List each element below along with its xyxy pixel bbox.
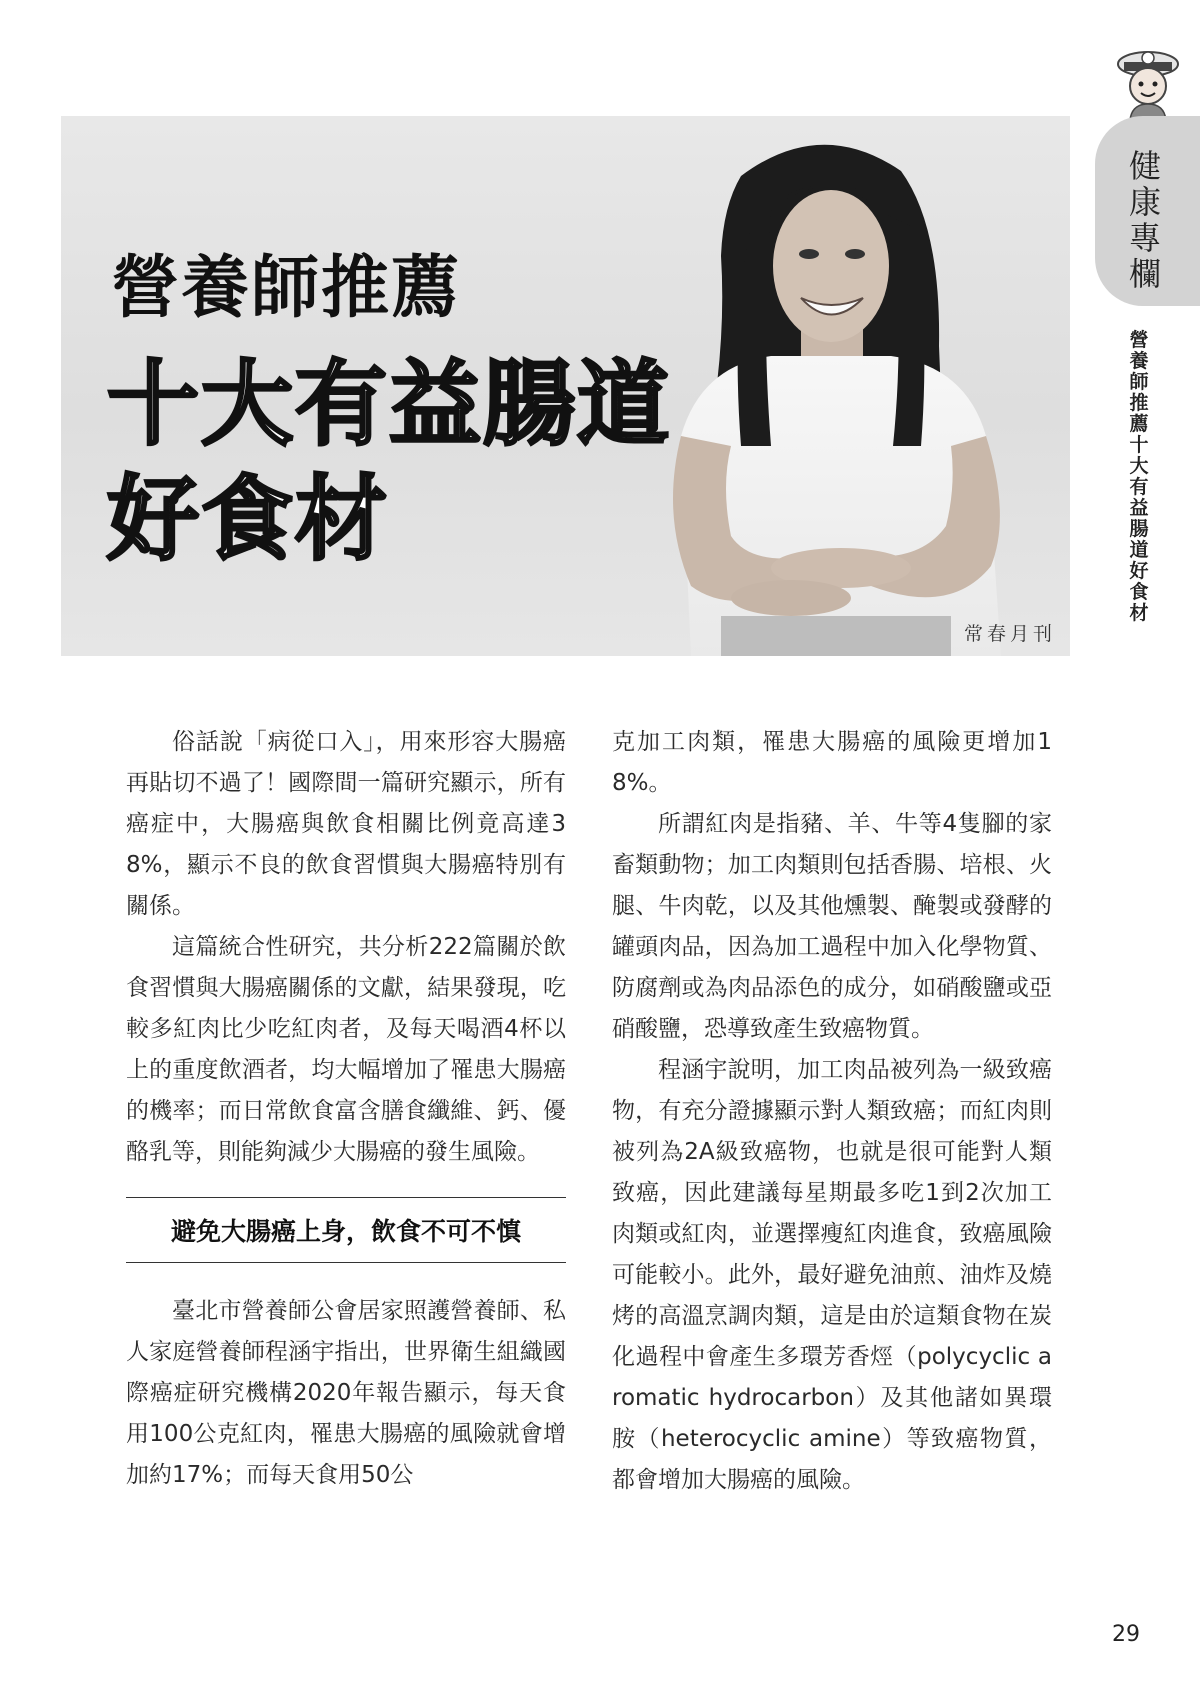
- title-line-2: 十大有益腸道: [107, 351, 672, 458]
- police-mascot-icon: [1108, 42, 1188, 122]
- page-number: 29: [1112, 1622, 1140, 1647]
- title-line-3: 好食材: [107, 466, 390, 573]
- paragraph: 克加工肉類，罹患大腸癌的風險更增加18%。: [612, 729, 1052, 796]
- photo-credit: 常春月刊: [963, 623, 1056, 645]
- hero-photo: [621, 116, 1070, 656]
- paragraph: 臺北市營養師公會居家照護營養師、私人家庭營養師程涵宇指出，世界衛生組織國際癌症研究機構2020年報告顯示，每天食用100公克紅肉，罹患大腸癌的風險就會增加約17%；而每天食用50公: [126, 1298, 566, 1488]
- paragraph: 這篇統合性研究，共分析222篇關於飲食習慣與大腸癌關係的文獻，結果發現，吃較多紅肉比少吃紅肉者，及每天喝酒4杯以上的重度飲酒者，均大幅增加了罹患大腸癌的機率；而日常飲食富含膳食纖維、鈣、優酪乳等，則能夠減少大腸癌的發生風險。: [126, 934, 566, 1165]
- hero-banner: [61, 116, 1070, 656]
- right-column: [612, 722, 1052, 1501]
- paragraph: 所謂紅肉是指豬、羊、牛等4隻腳的家畜類動物；加工肉類則包括香腸、培根、火腿、牛肉乾，以及其他燻製、醃製或發酵的罐頭肉品，因為加工過程中加入化學物質、防腐劑或為肉品添色的成分，如硝酸鹽或亞硝酸鹽，恐導致產生致癌物質。: [612, 811, 1052, 1042]
- left-column: [126, 722, 566, 1496]
- section-subheading: 避免大腸癌上身，飲食不可不慎: [126, 1197, 566, 1263]
- paragraph: 俗話說「病從口入」，用來形容大腸癌再貼切不過了！國際間一篇研究顯示，所有癌症中，大腸癌與飲食相關比例竟高達38%，顯示不良的飲食習慣與大腸癌特別有關係。: [126, 729, 566, 919]
- side-article-title: 營養師推薦十大有益腸道好食材: [1129, 329, 1149, 624]
- title-line-1: 營養師推薦: [111, 249, 462, 328]
- column-label: 健康專欄: [1128, 147, 1161, 293]
- paragraph: 程涵宇說明，加工肉品被列為一級致癌物，有充分證據顯示對人類致癌；而紅肉則被列為2A級致癌物，也就是很可能對人類致癌，因此建議每星期最多吃1到2次加工肉類或紅肉，並選擇瘦紅肉進食，致癌風險可能較小。此外，最好避免油煎、油炸及燒烤的高溫烹調肉類，這是由於這類食物在炭化過程中會產生多環芳香烴（polycyclic aromatic hydrocarbon）及其他諸如異環胺（heterocyclic amine）等致癌物質，都會增加大腸癌的風險。: [612, 1057, 1052, 1493]
